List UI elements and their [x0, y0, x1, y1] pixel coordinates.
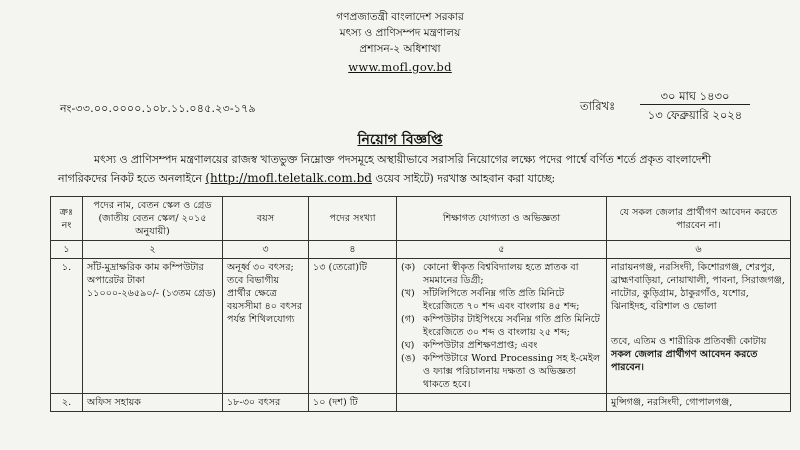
qualification-item: (ঘ) কম্পিউটার প্রশিক্ষণপ্রাপ্ত; এবং — [401, 340, 538, 351]
row-count: ১০ (দশ) টি — [309, 394, 397, 412]
row-age: ১৮-৩০ বৎসর — [223, 394, 309, 412]
col-number: ৩ — [223, 241, 309, 259]
excluded-districts: নারায়নগঞ্জ, নরসিংদী, কিশোরগঞ্জ, শেরপুর, ব্রাহ্মণবাড়িয়া, নোয়াখালী, পাবনা, সিরাজগঞ্জ, নাটোর, কুড়িগ্রাম, ঠাকুরগাঁও, যশোর, ঝিনাইদহ, বরিশাল ও ভোলা — [611, 262, 785, 312]
qualification-item: (খ) সাঁটলিপিতে সর্বনিম্ন গতি প্রতি মিনিটে ইংরেজিতে ৭০ শব্দ এবং বাংলায় ৪৫ শব্দ; — [401, 288, 580, 312]
header-qualification: শিক্ষাগত যোগ্যতা ও অভিজ্ঞতা — [397, 197, 607, 241]
row-qualifications — [397, 394, 607, 412]
ministry-name: মৎস্য ও প্রাণিসম্পদ মন্ত্রণালয় — [339, 27, 461, 39]
row-count: ১৩ (তেরো)টি — [309, 259, 397, 394]
row-districts — [607, 259, 791, 394]
qualification-item: (ক) কোনো স্বীকৃত বিশ্ববিদ্যালয় হতে স্নাতক বা সমমানের ডিগ্রী; — [401, 262, 579, 286]
header-age: বয়স — [223, 197, 309, 241]
memo-number: নং-৩৩.০০.০০০০.১০৮.১১.০৪৫.২৩-১৭৯ — [60, 102, 256, 115]
row-districts: মুন্সিগঞ্জ, নরসিংদী, গোপালগঞ্জ, — [607, 394, 791, 412]
header-count: পদের সংখ্যা — [309, 197, 397, 241]
table-row — [51, 259, 791, 394]
teletalk-link[interactable]: (http://mofl.teletalk.com.bd — [205, 171, 372, 185]
header-sl: ক্রঃ নং — [51, 197, 83, 241]
district-note: তবে, এতিম ও শারীরিক প্রতিবন্ধী কোটায় সকল জেলার প্রার্থীগণ আবেদন করতে পারবেন। — [611, 336, 767, 373]
col-number: ৪ — [309, 241, 397, 259]
wing-name: প্রশাসন-২ অধিশাখা — [359, 43, 441, 55]
col-number: ২ — [83, 241, 223, 259]
intro-line-2: নাগরিকদের নিকট হতে অনলাইনে (http://mofl.teletalk.com.bd ওয়েব সাইটে) দরখাস্ত আহবান করা যাচ্ছে: — [58, 171, 556, 185]
intro-line-1: মৎস্য ও প্রাণিসম্পদ মন্ত্রণালয়ের রাজস্ব খাতভুক্ত নিম্নোক্ত পদসমূহে অস্থায়ীভাবে সরাসরি নিয়োগের লক্ষ্যে পদের পার্শ্বে বর্ণিত শর্তে প্রকৃত বাংলাদেশী — [94, 153, 711, 166]
row-sl: ১. — [51, 259, 83, 394]
row-age: অনূর্ধ্ব ৩০ বৎসর; তবে বিভাগীয় প্রার্থীর ক্ষেত্রে বয়সসীমা ৪০ বৎসর পর্যন্ত শিথিলযোগ্য — [223, 259, 309, 394]
column-number-row — [51, 241, 791, 259]
header-districts: যে সকল জেলার প্রার্থীগণ আবেদন করতে পারবেন না। — [607, 197, 791, 241]
col-number: ৫ — [397, 241, 607, 259]
date-label: তারিখঃ — [580, 99, 616, 113]
row-qualifications — [397, 259, 607, 394]
qualification-item: (গ) কম্পিউটার টাইপিংয়ে সর্বনিম্ন গতি প্রতি মিনিটে ইংরেজিতে ৩০ শব্দ ও বাংলায় ২৫ শব্দ; — [401, 314, 600, 338]
row-post: সাঁট-মুদ্রাক্ষরিক কাম কম্পিউটার অপারেটর টাকা ১১০০০-২৬৫৯০/- (১৩তম গ্রেড) — [83, 259, 223, 394]
qualification-item: (ঙ) কম্পিউটারে Word Processing সহ ই-মেইল ও ফ্যাক্স পরিচালনায় দক্ষতা ও অভিজ্ঞতা থাকতে হবে। — [401, 353, 601, 390]
header-post: পদের নাম, বেতন স্কেল ও গ্রেড (জাতীয় বেতন স্কেল/ ২০১৫ অনুযায়ী) — [83, 197, 223, 241]
date-divider — [640, 104, 750, 105]
notice-title: নিয়োগ বিজ্ঞপ্তি — [357, 132, 443, 148]
col-number: ৬ — [607, 241, 791, 259]
date-bangla: ৩০ মাঘ ১৪৩০ — [660, 89, 730, 103]
vacancy-table — [50, 196, 791, 412]
row-post: অফিস সহায়ক — [83, 394, 223, 412]
table-header-row — [51, 197, 791, 241]
table-row — [51, 394, 791, 412]
date-gregorian: ১৩ ফেব্রুয়ারি ২০২৪ — [647, 108, 743, 122]
govt-name: গণপ্রজাতন্ত্রী বাংলাদেশ সরকার — [336, 11, 464, 23]
website-link[interactable]: www.mofl.gov.bd — [348, 60, 452, 74]
col-number: ১ — [51, 241, 83, 259]
row-sl: ২. — [51, 394, 83, 412]
